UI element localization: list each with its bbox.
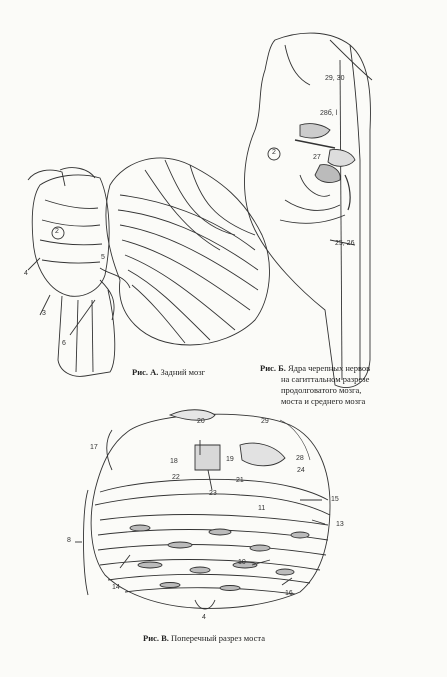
fig-c-label-10: 10 [238, 559, 246, 566]
fig-c-label-18: 18 [170, 458, 178, 465]
fig-c-label-8: 8 [67, 537, 71, 544]
fig-a-label-5: 5 [101, 254, 105, 261]
fig-c-label-15: 15 [331, 496, 339, 503]
fig-c-label-16: 16 [285, 590, 293, 597]
fig-c-label-13: 13 [336, 521, 344, 528]
fig-c-label-29: 29 [261, 418, 269, 425]
figure-b-drawing [244, 33, 372, 388]
fig-c-caption-prefix: Рис. В. [143, 633, 169, 643]
fig-a-caption-text: Задний мозг [160, 367, 206, 377]
fig-a-caption-prefix: Рис. А. [132, 367, 159, 377]
figure-c-drawing [75, 410, 330, 609]
fig-b-caption-prefix: Рис. Б. [260, 363, 286, 373]
fig-a-label-4: 4 [24, 270, 28, 277]
fig-c-caption [143, 633, 265, 644]
fig-c-label-20: 20 [197, 418, 205, 425]
fig-b-label-29-30: 29, 30 [325, 75, 345, 82]
fig-c-label-23: 23 [209, 490, 217, 497]
fig-a-label-2: 2 [55, 228, 59, 235]
fig-c-label-17: 17 [90, 444, 98, 451]
fig-c-caption-text: Поперечный разрез моста [171, 633, 265, 643]
fig-b-label-28b: 28б, l [320, 110, 338, 117]
fig-c-label-28: 28 [296, 455, 304, 462]
fig-b-caption-text-1: Ядра черепных нервов [287, 363, 371, 373]
fig-c-label-22: 22 [172, 474, 180, 481]
fig-b-caption-line-2: на сагиттальном разрезе [281, 374, 370, 384]
fig-c-label-14: 14 [112, 584, 120, 591]
fig-b-caption-line-1 [260, 363, 445, 374]
fig-a-caption [132, 367, 205, 378]
fig-a-label-3: 3 [42, 310, 46, 317]
fig-c-label-11: 11 [258, 505, 266, 512]
fig-b-label-2: 2 [272, 149, 276, 156]
fig-b-label-25-26: 25, 26 [335, 240, 355, 247]
fig-a-label-6: 6 [62, 340, 66, 347]
fig-c-label-21: 21 [236, 477, 244, 484]
fig-b-caption [260, 363, 445, 407]
fig-c-label-19: 19 [226, 456, 234, 463]
fig-b-label-27: 27 [313, 154, 321, 161]
fig-b-caption-line-4: моста и среднего мозга [281, 396, 366, 406]
fig-c-label-4: 4 [202, 614, 206, 621]
fig-b-caption-line-3: продолговатого мозга, [281, 385, 362, 395]
fig-c-label-24: 24 [297, 467, 305, 474]
